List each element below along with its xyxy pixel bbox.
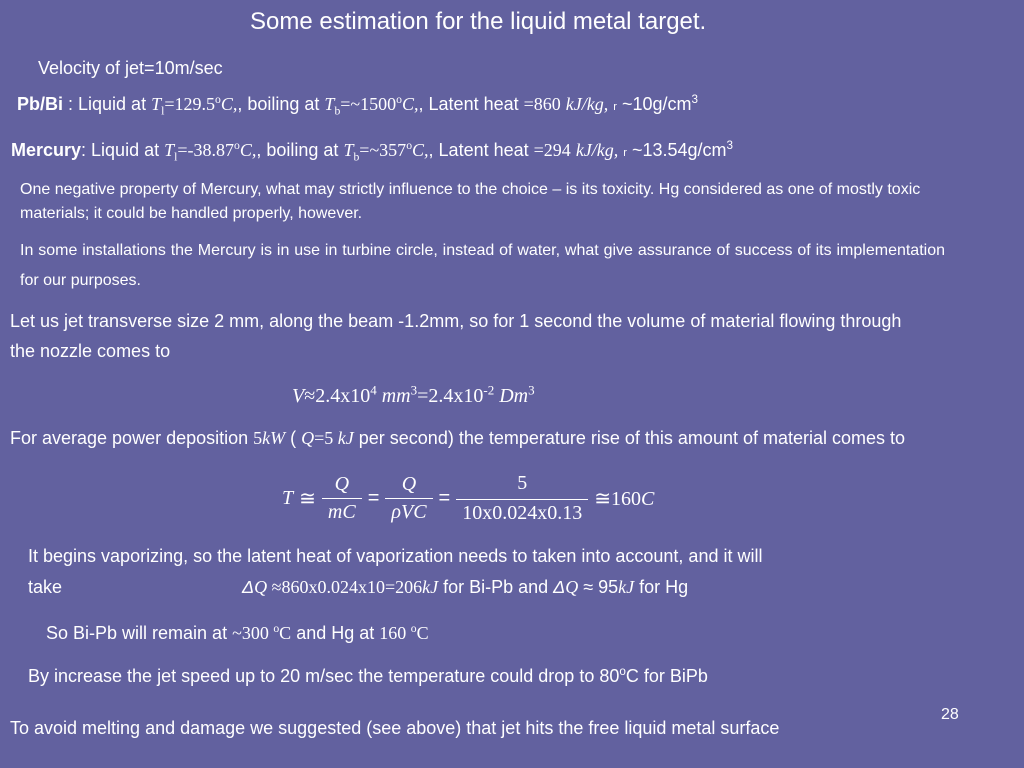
speed-line: By increase the jet speed up to 20 m/sec the temperature could drop to 80$^o$C for BiPb	[28, 665, 708, 686]
fraction-q-over-rhovc: $\frac{Q}{\text{ρVC}}$	[385, 473, 432, 524]
power-paragraph: For average power deposition 5kW ( Q=5 kJ per second) the temperature rise of this amount of material comes to	[10, 428, 906, 448]
fraction-q-over-mc: $\frac{Q}{mC}$	[322, 473, 362, 524]
page-number: 28	[941, 706, 959, 723]
fraction-numeric: $\frac{5}{10x0.024x0.13}$	[456, 472, 588, 525]
turbine-paragraph: In some installations the Mercury is in use in turbine circle, instead of water, what give assurance of success of its implementation for our purposes.	[20, 242, 945, 289]
mercury-label: Mercury	[11, 140, 82, 160]
remain-line: So Bi-Pb will remain at ~300 $^o$C and Hg at 160 $^o$C	[46, 622, 429, 643]
pbbi-label: Pb/Bi	[17, 94, 64, 114]
mercury-properties: Mercury: Liquid at $T_l=-38.87^oC$,, boiling at $T_b=\sim 357^oC$,, Latent heat =294 kJ/kg, r $\sim 13.54g/cm^3$	[11, 139, 734, 164]
bottom-line: To avoid melting and damage we suggested (see above) that jet hits the free liquid metal surface	[10, 718, 780, 738]
jet-paragraph: Let us jet transverse size 2 mm, along the beam -1.2mm, so for 1 second the volume of material flowing through the nozzle comes to	[10, 311, 902, 361]
slide-title: Some estimation for the liquid metal target.	[250, 8, 707, 35]
velocity-line: Velocity of jet=10m/sec	[38, 58, 223, 78]
temperature-formula: T ≅ $\frac{Q}{mC}$ = $\frac{Q}{\text{ρVC}}$ = $\frac{5}{10x0.024x0.13}$ ≅160C	[282, 472, 655, 524]
vapor-line-1: It begins vaporizing, so the latent heat of vaporization needs to taken into account, and it will	[28, 546, 763, 566]
pbbi-properties: Pb/Bi : Liquid at $T_l=129.5^oC$,, boiling at $T_b=\sim 1500^oC$,, Latent heat =860 kJ/kg, r $\sim 10g/cm^3$	[17, 93, 699, 118]
toxicity-paragraph: One negative property of Mercury, what may strictly influence to the choice – is its toxicity. Hg considered as one of mostly toxic materials; it could be handled properly, however.	[20, 181, 921, 222]
vapor-line-2: take ΔQ ≈860x0.024x10=206kJ for Bi-Pb and ΔQ ≈ 95kJ for Hg	[28, 577, 689, 597]
volume-formula: $V\approx 2.4x10^4$ $mm^3=2.4x10^{-2}$ Dm$^3$	[292, 382, 535, 407]
latent-heat-calc: ΔQ ≈860x0.024x10=206kJ for Bi-Pb and ΔQ ≈ 95kJ for Hg	[242, 577, 689, 597]
